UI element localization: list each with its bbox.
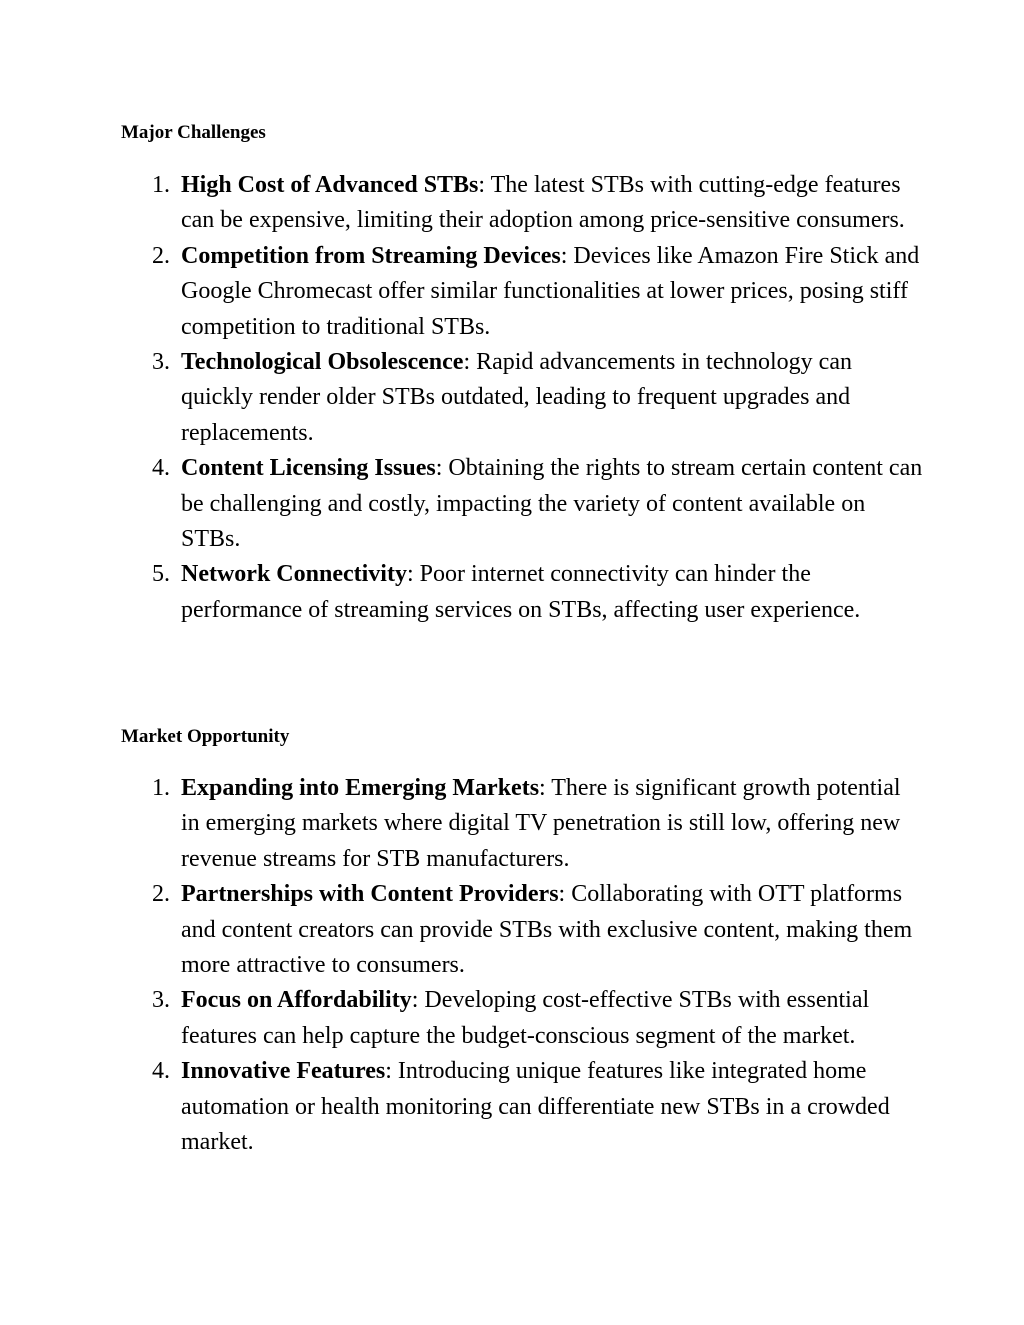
item-description: : Introducing unique features like integrated home automation or health monitoring can differentiate new STBs in a crowded market.	[181, 1058, 890, 1156]
item-description: : Rapid advancements in technology can quickly render older STBs outdated, leading to frequent upgrades and replacements.	[181, 349, 852, 446]
opportunities-list	[0, 771, 1024, 1160]
list-item	[0, 345, 1024, 451]
list-number: 4.	[152, 1058, 170, 1085]
list-item	[0, 877, 1024, 983]
list-item-text	[181, 771, 924, 877]
item-title: Innovative Features	[181, 1058, 386, 1085]
item-title: Expanding into Emerging Markets	[181, 775, 540, 801]
list-number: 1.	[152, 172, 170, 198]
list-item	[0, 983, 1024, 1054]
list-item-text	[181, 451, 924, 557]
challenges-list	[0, 168, 1024, 628]
list-number: 3.	[152, 349, 170, 376]
list-item-text	[181, 345, 924, 451]
list-item	[0, 451, 1024, 557]
item-title: Competition from Streaming Devices	[181, 242, 561, 269]
item-title: Content Licensing Issues	[181, 455, 436, 482]
list-number: 4.	[152, 455, 170, 482]
item-description: : Obtaining the rights to stream certain content can be challenging and costly, impacting the variety of content available on STBs.	[181, 455, 923, 553]
section-heading-market-opportunity: Market Opportunity	[121, 726, 290, 747]
item-title: Technological Obsolescence	[181, 349, 464, 376]
list-item-text	[181, 239, 924, 345]
item-description: : Poor internet connectivity can hinder the performance of streaming services on STBs, affecting user experience.	[181, 561, 861, 623]
list-item-text	[181, 983, 924, 1054]
list-item	[0, 1054, 1024, 1160]
list-number: 5.	[152, 561, 170, 588]
item-title: Network Connectivity	[181, 561, 407, 588]
list-item-text	[181, 168, 924, 239]
item-title: Focus on Affordability	[181, 987, 412, 1014]
list-number: 3.	[152, 987, 170, 1014]
list-number: 2.	[152, 242, 170, 269]
list-item-text	[181, 557, 924, 628]
list-item	[0, 239, 1024, 345]
item-description: : Devices like Amazon Fire Stick and Google Chromecast offer similar functionalities at lower prices, posing stiff competition to traditional STBs.	[181, 242, 920, 340]
list-number: 1.	[152, 775, 170, 801]
item-description: : Developing cost-effective STBs with essential features can help capture the budget-conscious segment of the market.	[181, 987, 870, 1049]
item-description: : The latest STBs with cutting-edge features can be expensive, limiting their adoption among price-sensitive consumers.	[181, 172, 905, 234]
item-description: : There is significant growth potential in emerging markets where digital TV penetration is still low, offering new revenue streams for STB manufacturers.	[181, 775, 901, 872]
item-title: Partnerships with Content Providers	[181, 881, 559, 908]
list-item-text	[181, 877, 924, 983]
item-description: : Collaborating with OTT platforms and content creators can provide STBs with exclusive content, making them more attractive to consumers.	[181, 881, 913, 979]
list-item	[0, 771, 1024, 877]
list-item	[0, 557, 1024, 628]
section-heading-major-challenges: Major Challenges	[121, 122, 266, 143]
list-item-text	[181, 1054, 924, 1160]
list-item	[0, 168, 1024, 239]
list-number: 2.	[152, 881, 170, 908]
item-title: High Cost of Advanced STBs	[181, 172, 479, 198]
